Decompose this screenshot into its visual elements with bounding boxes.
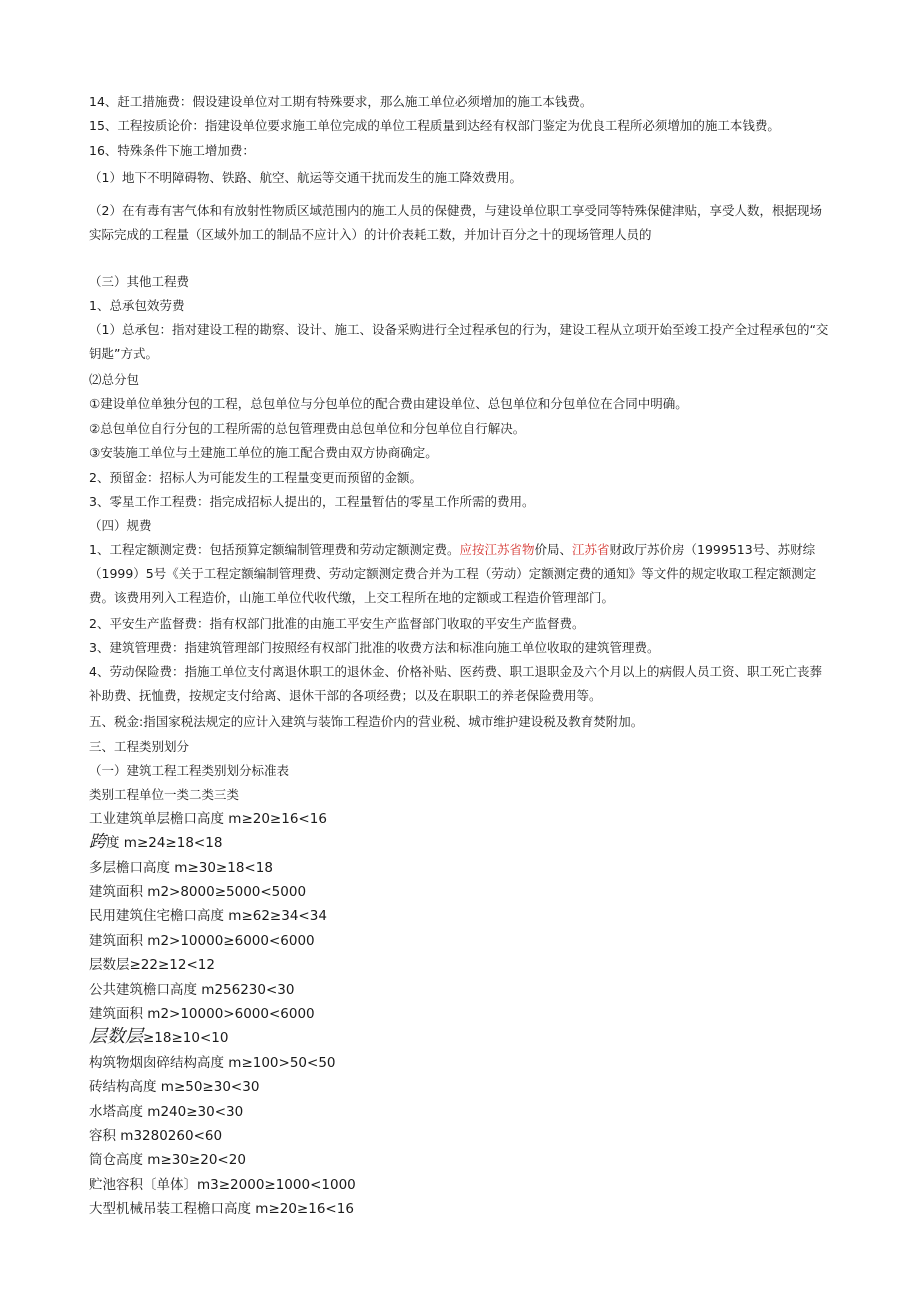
item-quota-measurement-fee	[89, 538, 829, 610]
item-14-rush-fee: 14、赶工措施费：假设建设单位对工期有特殊要求，那么施工单位必须增加的施工本钱费。	[89, 94, 593, 109]
subcontract-point-3: ③安装施工单位与土建施工单位的施工配合费由双方协商确定。	[89, 445, 438, 460]
subcontract-point-1: ①建设单位单独分包的工程，总包单位与分包单位的配合费由建设单位、总包单位和分包单位在合同中明确。	[89, 396, 688, 411]
item-construction-management-fee: 3、建筑管理费：指建筑管理部门按照经有权部门批准的收费方法和标准向施工单位收取的建筑管理费。	[89, 640, 660, 655]
subsection-building-class-table: （一）建筑工程工程类别划分标准表	[89, 763, 290, 778]
section-statutory-fees: （四）规费	[89, 518, 152, 533]
quota-fee-text-2: 价局、	[534, 542, 572, 557]
item-general-contract-fee: 1、总承包效劳费	[89, 298, 185, 313]
row-crane-hoisting-eave-height: 大型机械吊装工程檐口高度 m≥20≥16<16	[89, 1201, 354, 1217]
item-16-sub-1: （1）地下不明障碍物、铁路、航空、航运等交通干扰而发生的施工降效费用。	[89, 170, 522, 185]
section-project-classification: 三、工程类别划分	[89, 739, 190, 754]
row-multi-storey-eave-height: 多层檐口高度 m≥30≥18<18	[89, 860, 273, 876]
row-public-floors-rest: ≥18≥10<10	[143, 1030, 229, 1046]
row-chimney-concrete-height: 构筑物烟囱碎结构高度 m≥100>50<50	[89, 1055, 336, 1071]
row-span-rest: 度 m≥24≥18<18	[106, 835, 223, 851]
item-16-special-conditions: 16、特殊条件下施工增加费：	[89, 143, 255, 158]
row-residential-eave-height: 民用建筑住宅檐口高度 m≥62≥34<34	[89, 908, 327, 924]
row-public-floor-area: 建筑面积 m2>10000>6000<6000	[89, 1006, 315, 1022]
row-public-floors-lead: 层数层	[89, 1026, 143, 1047]
row-span-lead: 跨	[89, 832, 106, 852]
row-span	[89, 834, 829, 851]
row-residential-floors: 层数层≥22≥12<12	[89, 957, 215, 973]
general-contract-definition: （1）总承包：指对建设工程的勘察、设计、施工、设备采购进行全过程承包的行为，建设工程从立项开始至竣工投产全过程承包的“交钥匙”方式。	[89, 322, 829, 361]
quota-fee-highlight-1: 应按江苏省物	[459, 542, 535, 557]
quota-fee-highlight-2: 江苏省	[572, 542, 610, 557]
row-tank-volume: 贮池容积〔单体〕m3≥2000≥1000<1000	[89, 1177, 356, 1193]
section-other-costs: （三）其他工程费	[89, 274, 190, 289]
item-16-sub-2: （2）在有毒有害气体和有放射性物质区域范围内的施工人员的保健费，与建设单位职工享受同等特殊保健津贴，享受人数，根据现场实际完成的工程量（区域外加工的制品不应计入）的计价表耗工数，并加计百分之十的现场管理人员的	[89, 203, 822, 242]
row-water-tower-volume: 容积 m3280260<60	[89, 1128, 223, 1144]
item-labor-insurance-fee: 4、劳动保险费：指施工单位支付离退休职工的退休金、价格补贴、医药费、职工退职金及六个月以上的病假人员工资、职工死亡丧葬补助费、抚恤费，按规定支付给离、退休干部的各项经费；以及在职职工的养老保险费用等。	[89, 664, 822, 703]
row-industrial-single-eave-height: 工业建筑单层檐口高度 m≥20≥16<16	[89, 811, 327, 827]
item-safety-supervision-fee: 2、平安生产监督费：指有权部门批准的由施工平安生产监督部门收取的平安生产监督费。	[89, 616, 585, 631]
row-residential-floor-area: 建筑面积 m2>10000≥6000<6000	[89, 933, 315, 949]
item-general-subcontract: ⑵总分包	[89, 372, 140, 387]
quota-fee-text-1: 1、工程定额测定费：包括预算定额编制管理费和劳动定额测定费。	[89, 542, 460, 557]
row-brick-structure-height: 砖结构高度 m≥50≥30<30	[89, 1079, 260, 1095]
row-public-eave-height: 公共建筑檐口高度 m256230<30	[89, 982, 295, 998]
item-sporadic-work-fee: 3、零星工作工程费：指完成招标人提出的，工程量暂估的零星工作所需的费用。	[89, 494, 535, 509]
quota-fee-text-3: 财政厅苏价房（1999513号、苏财综（1999）5号《关于工程定额编制管理费、劳动定额测定费合并为工程（劳动）定额测定费的通知》等文件的规定收取工程定额测定费。该费用列入工程造价，山施工单位代收代缴，上交工程所在地的定额或工程造价管理部门。	[89, 542, 817, 605]
item-reserve-fund: 2、预留金：招标人为可能发生的工程量变更而预留的金额。	[89, 470, 422, 485]
table-header-row: 类别工程单位一类二类三类	[89, 787, 240, 802]
row-water-tower-height: 水塔高度 m240≥30<30	[89, 1104, 244, 1120]
row-silo-height: 筒仓高度 m≥30≥20<20	[89, 1152, 246, 1168]
row-public-floors	[89, 1026, 829, 1047]
section-taxes: 五、税金:指国家税法规定的应计入建筑与装饰工程造价内的营业税、城市维护建设税及教育焚附加。	[89, 714, 644, 729]
row-industrial-floor-area: 建筑面积 m2>8000≥5000<5000	[89, 884, 307, 900]
subcontract-point-2: ②总包单位自行分包的工程所需的总包管理费由总包单位和分包单位自行解决。	[89, 421, 526, 436]
item-15-quality-price: 15、工程按质论价：指建设单位要求施工单位完成的单位工程质量到达经有权部门鉴定为优良工程所必须增加的施工本钱费。	[89, 118, 780, 133]
